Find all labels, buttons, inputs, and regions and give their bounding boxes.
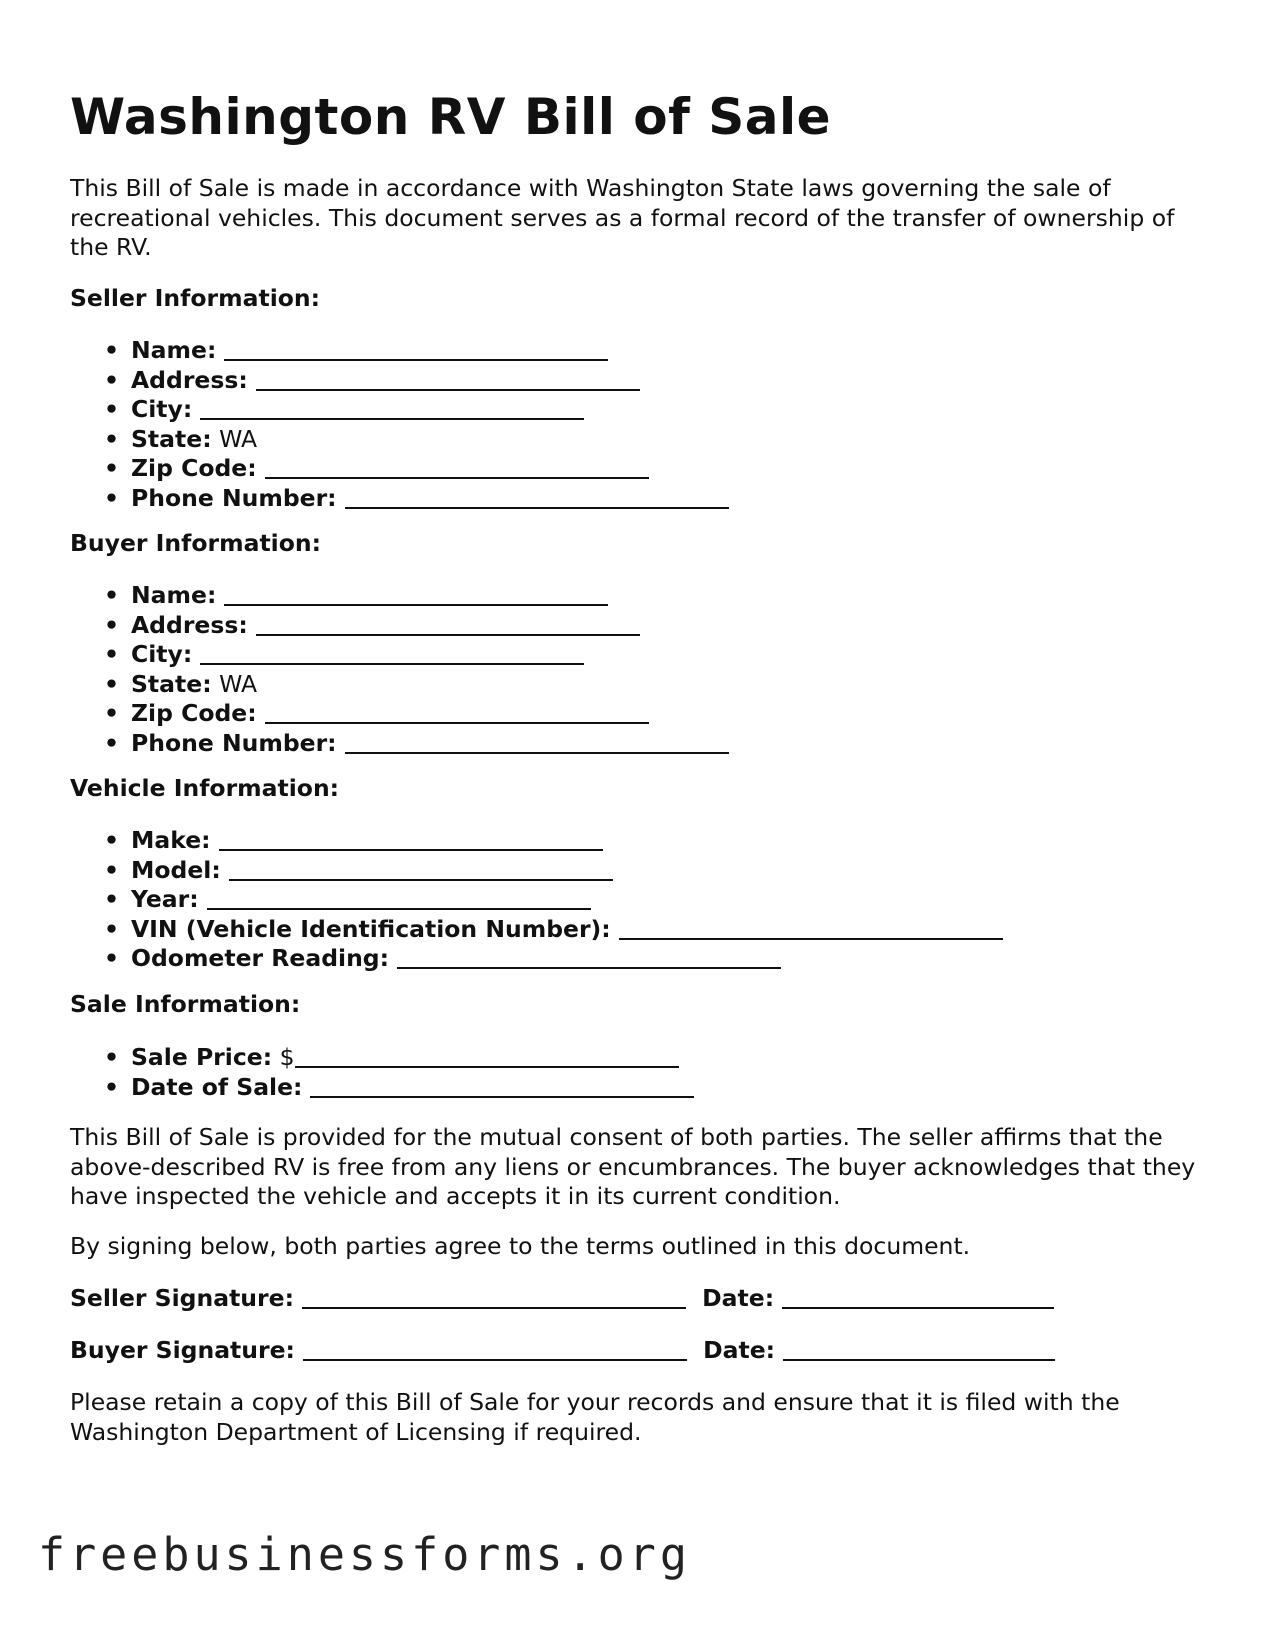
- vehicle-odometer-blank[interactable]: [397, 945, 781, 969]
- buyer-address-label: Address:: [131, 610, 248, 639]
- vehicle-model-blank[interactable]: [229, 857, 613, 881]
- seller-zip-blank[interactable]: [265, 455, 649, 479]
- seller-signature-row: [70, 1284, 1054, 1314]
- seller-state-value: WA: [219, 424, 258, 453]
- seller-state-label: State:: [131, 424, 212, 453]
- sale-price-blank[interactable]: [295, 1044, 679, 1068]
- buyer-date-label: Date:: [703, 1336, 776, 1364]
- buyer-city-label: City:: [131, 640, 193, 668]
- buyer-phone-label: Phone Number:: [131, 728, 337, 757]
- buyer-fields: [70, 581, 729, 758]
- vehicle-model-field: [70, 856, 1003, 886]
- seller-signature-blank[interactable]: [302, 1285, 686, 1309]
- seller-address-blank[interactable]: [256, 367, 640, 391]
- buyer-state-field: [70, 670, 729, 700]
- vehicle-heading: Vehicle Information:: [70, 774, 340, 802]
- vehicle-odometer-label: Odometer Reading:: [131, 944, 390, 972]
- buyer-date-blank[interactable]: [783, 1337, 1055, 1361]
- buyer-signature-row: [70, 1336, 1055, 1366]
- seller-fields: [70, 336, 729, 513]
- buyer-heading: Buyer Information:: [70, 529, 322, 557]
- vehicle-make-label: Make:: [131, 826, 211, 854]
- buyer-signature-label: Buyer Signature:: [70, 1336, 295, 1364]
- buyer-phone-blank[interactable]: [345, 730, 729, 754]
- sale-date-field: [70, 1073, 694, 1103]
- buyer-state-value: WA: [219, 669, 258, 698]
- seller-state-field: [70, 425, 729, 455]
- seller-address-label: Address:: [131, 365, 248, 394]
- buyer-zip-label: Zip Code:: [131, 699, 257, 727]
- seller-phone-blank[interactable]: [345, 485, 729, 509]
- sale-fields: [70, 1043, 694, 1102]
- vehicle-fields: [70, 826, 1003, 974]
- seller-zip-field: [70, 454, 729, 484]
- buyer-signature-blank[interactable]: [303, 1337, 687, 1361]
- buyer-zip-blank[interactable]: [265, 700, 649, 724]
- seller-name-blank[interactable]: [224, 337, 608, 361]
- seller-city-blank[interactable]: [200, 396, 584, 420]
- vehicle-year-label: Year:: [131, 885, 199, 913]
- vehicle-odometer-field: [70, 944, 1003, 974]
- sale-date-label: Date of Sale:: [131, 1072, 303, 1101]
- buyer-name-blank[interactable]: [224, 582, 608, 606]
- seller-name-field: [70, 336, 729, 366]
- sale-date-blank[interactable]: [310, 1074, 694, 1098]
- sale-heading: Sale Information:: [70, 990, 301, 1018]
- currency-symbol: $: [279, 1043, 295, 1071]
- seller-heading: Seller Information:: [70, 284, 321, 312]
- buyer-address-blank[interactable]: [256, 612, 640, 636]
- buyer-city-blank[interactable]: [200, 641, 584, 665]
- buyer-city-field: [70, 640, 729, 670]
- watermark-text: freebusinessforms.org: [38, 1528, 691, 1581]
- seller-phone-label: Phone Number:: [131, 483, 337, 512]
- vehicle-vin-blank[interactable]: [619, 916, 1003, 940]
- vehicle-vin-label: VIN (Vehicle Identification Number):: [131, 914, 611, 943]
- agreement-paragraph: By signing below, both parties agree to the terms outlined in this document.: [70, 1232, 971, 1260]
- closing-paragraph: Please retain a copy of this Bill of Sale for your records and ensure that it is filed with the Washington Department of Licensing if required.: [70, 1388, 1120, 1446]
- buyer-state-label: State:: [131, 669, 212, 698]
- seller-city-label: City:: [131, 395, 193, 423]
- seller-phone-field: [70, 484, 729, 514]
- buyer-address-field: [70, 611, 729, 641]
- buyer-phone-field: [70, 729, 729, 759]
- seller-city-field: [70, 395, 729, 425]
- seller-date-label: Date:: [702, 1284, 775, 1312]
- seller-signature-label: Seller Signature:: [70, 1284, 294, 1312]
- document-title: Washington RV Bill of Sale: [70, 88, 832, 146]
- vehicle-vin-field: [70, 915, 1003, 945]
- vehicle-year-field: [70, 885, 1003, 915]
- vehicle-make-field: [70, 826, 1003, 856]
- seller-name-label: Name:: [131, 336, 217, 364]
- seller-zip-label: Zip Code:: [131, 454, 257, 482]
- sale-price-label: Sale Price:: [131, 1043, 273, 1071]
- sale-price-field: [70, 1043, 694, 1073]
- intro-paragraph: This Bill of Sale is made in accordance with Washington State laws governing the sale of recreational vehicles. This document serves as a formal record of the transfer of ownership of the RV.: [70, 174, 1175, 261]
- buyer-name-field: [70, 581, 729, 611]
- seller-date-blank[interactable]: [782, 1285, 1054, 1309]
- vehicle-model-label: Model:: [131, 855, 221, 884]
- seller-address-field: [70, 366, 729, 396]
- vehicle-make-blank[interactable]: [219, 827, 603, 851]
- consent-paragraph: This Bill of Sale is provided for the mutual consent of both parties. The seller affirms that the above-described RV is free from any liens or encumbrances. The buyer acknowledges that they have inspected the vehicle and accepts it in its current condition.: [70, 1123, 1196, 1210]
- buyer-name-label: Name:: [131, 581, 217, 609]
- vehicle-year-blank[interactable]: [207, 886, 591, 910]
- buyer-zip-field: [70, 699, 729, 729]
